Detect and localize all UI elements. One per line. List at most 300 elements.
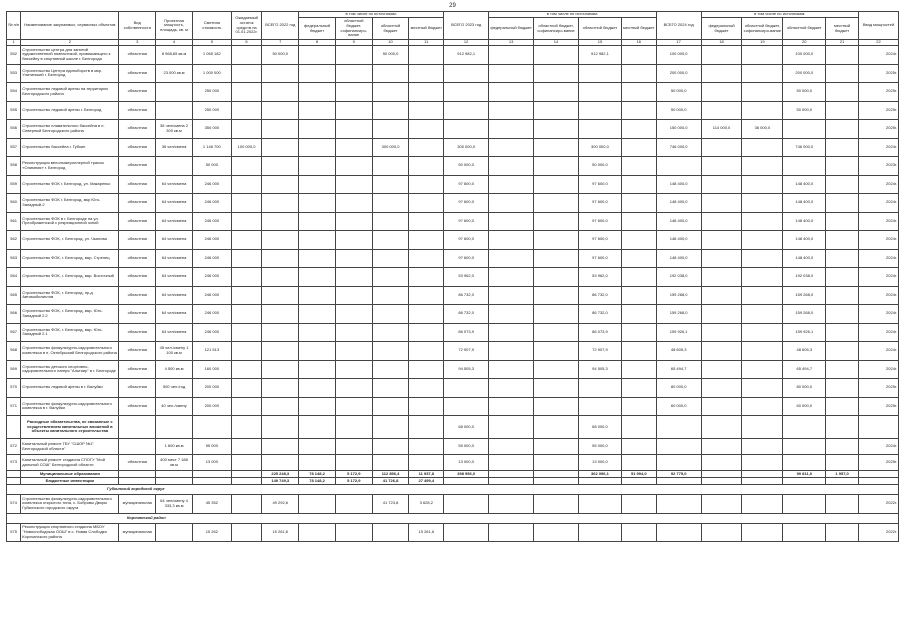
column-number: 19 [742, 40, 783, 46]
amount-t23: 97 600,0 [444, 212, 489, 231]
amount-rc23 [534, 286, 579, 305]
amount-l24 [826, 323, 859, 342]
amount-f24 [701, 323, 742, 342]
column-number: 5 [192, 40, 231, 46]
amount-rc22 [335, 286, 372, 305]
amount-rc24 [742, 323, 783, 342]
amount-l23 [621, 212, 656, 231]
amount-r23: 13 000,0 [579, 455, 622, 471]
column-number: 9 [335, 40, 372, 46]
amount-t22 [262, 360, 299, 379]
amount-rc23 [534, 120, 579, 139]
amount-rc24 [742, 231, 783, 250]
empty-cell [335, 439, 372, 455]
remaining-funds [231, 249, 262, 268]
mid-section-title: Расходные обязательства, не связанные с осуществлением капитальных вложений в объекты капитального строительства [21, 416, 119, 439]
municipal-total-2023: 398 956,0 [444, 471, 489, 478]
amount-l23 [621, 64, 656, 83]
remaining-funds [231, 157, 262, 176]
amount-t22: 50 000,0 [262, 46, 299, 65]
amount-r22 [372, 101, 409, 120]
empty-cell [372, 455, 409, 471]
object-name: Строительство ФОК, г. Белгород, мкр. Восточный [21, 268, 119, 287]
estimated-cost: 250 000 [192, 83, 231, 102]
header-regional-2022: областной бюджет [372, 18, 409, 40]
ownership: областная [119, 46, 156, 65]
amount-l23 [621, 249, 656, 268]
object-name: Реконструкция спортивного стадиона МБОУ "Новослободская ООШ" в с. Новая Слободка Корочанского района [21, 523, 119, 542]
table-row [7, 120, 899, 139]
amount-r23: 86 073,9 [579, 323, 622, 342]
table-row [7, 305, 899, 324]
budget-regional-2022: 41 726,8 [372, 478, 409, 485]
header-regional-2023: областной бюджет [579, 18, 622, 40]
amount-r24: 200 000,0 [783, 64, 826, 83]
amount-rc23 [534, 175, 579, 194]
amount-t23: 50 000,0 [444, 157, 489, 176]
amount-l22 [409, 83, 444, 102]
amount-rc23 [534, 397, 579, 416]
amount-r24: 65 494,7 [783, 360, 826, 379]
column-number: 1 [7, 40, 21, 46]
column-number: 8 [299, 40, 336, 46]
empty-cell [231, 523, 262, 542]
amount-rc22 [335, 268, 372, 287]
capacity [156, 83, 193, 102]
amount-r23: 55 000,0 [579, 439, 622, 455]
header-federal-2022: федеральный бюджет [299, 18, 336, 40]
amount-r23: 97 600,0 [579, 249, 622, 268]
amount-r23: 97 600,0 [579, 231, 622, 250]
amount-r23: 50 000,0 [579, 157, 622, 176]
row-number: 575 [7, 523, 21, 542]
header-commission: Ввод мощностей [858, 12, 898, 40]
column-number: 21 [826, 40, 859, 46]
remaining-funds [231, 439, 262, 455]
amount-l24 [826, 194, 859, 213]
header-total-2023: ВСЕГО 2023 год [444, 12, 489, 40]
budget-totals-row [7, 478, 899, 485]
municipal-totals-row [7, 471, 899, 478]
commission-year: 2025г. [858, 455, 898, 471]
ownership: муниципальная [119, 495, 156, 514]
row-number: 566 [7, 305, 21, 324]
amount-t22 [262, 175, 299, 194]
amount-rc24 [742, 212, 783, 231]
empty-cell [444, 495, 489, 514]
ownership: областная [119, 194, 156, 213]
row-number: 565 [7, 286, 21, 305]
municipal-federal-2022: 78 148,2 [299, 471, 336, 478]
amount-r23: 86 732,0 [579, 305, 622, 324]
capacity [156, 157, 193, 176]
empty-cell [231, 495, 262, 514]
amount-l22 [409, 323, 444, 342]
budget-label: Бюджетные инвестиции [21, 478, 119, 485]
amount-t24: 159 268,0 [656, 286, 701, 305]
empty-cell [335, 455, 372, 471]
amount-t24: 80 000,0 [656, 379, 701, 398]
empty-cell [656, 439, 701, 455]
row-number: 554 [7, 83, 21, 102]
column-number: 10 [372, 40, 409, 46]
amount-l24 [826, 46, 859, 65]
amount-t24: 65 494,7 [656, 360, 701, 379]
amount-t22 [262, 305, 299, 324]
row-number: 571 [7, 397, 21, 416]
amount-t22 [262, 455, 299, 471]
amount-rc22 [335, 397, 372, 416]
amount-l23 [621, 268, 656, 287]
amount-l22: 3 628,2 [409, 495, 444, 514]
amount-r24: 148 400,0 [783, 212, 826, 231]
table-row [7, 495, 899, 514]
municipal-local-2024: 1 957,0 [826, 471, 859, 478]
amount-f23 [489, 360, 534, 379]
capacity: 8 968,65 кв.м [156, 46, 193, 65]
ownership: областная [119, 305, 156, 324]
municipal-total-2022: 225 248,3 [262, 471, 299, 478]
estimated-cost: 350 000 [192, 120, 231, 139]
amount-f23 [489, 157, 534, 176]
amount-r23 [579, 120, 622, 139]
empty-cell [621, 455, 656, 471]
empty-cell [742, 523, 783, 542]
amount-f22 [299, 46, 336, 65]
commission-year: 2024г. [858, 194, 898, 213]
amount-f23 [489, 175, 534, 194]
amount-t22: 15 261,6 [262, 523, 299, 542]
row-number: 573 [7, 455, 21, 471]
amount-rc23 [534, 194, 579, 213]
empty-cell [701, 523, 742, 542]
header-federal-2024: федеральный бюджет [701, 18, 742, 40]
empty-cell [534, 455, 579, 471]
amount-l23 [621, 46, 656, 65]
remaining-funds [231, 46, 262, 65]
ownership [119, 439, 156, 455]
row-number: 561 [7, 212, 21, 231]
empty-cell [489, 495, 534, 514]
empty-cell [826, 455, 859, 471]
commission-year: 2025г. [858, 64, 898, 83]
estimated-cost: 246 000 [192, 175, 231, 194]
table-row [7, 360, 899, 379]
municipal-local-2022: 11 937,8 [409, 471, 444, 478]
object-name: Строительство физкультурно-оздоровительного комплекса в г. Валуйки [21, 397, 119, 416]
row-number: 572 [7, 439, 21, 455]
amount-f22 [299, 305, 336, 324]
empty-cell [579, 495, 622, 514]
amount-r24: 50 000,0 [783, 101, 826, 120]
column-number: 12 [444, 40, 489, 46]
table-row [7, 268, 899, 287]
capacity: 1 600 кв.м [156, 439, 193, 455]
amount-f24 [701, 305, 742, 324]
remaining-funds [231, 379, 262, 398]
amount-t23 [444, 83, 489, 102]
ownership: областная [119, 379, 156, 398]
estimated-cost: 45 352 [192, 495, 231, 514]
amount-rc23 [534, 64, 579, 83]
amount-t24: 200 000,0 [656, 64, 701, 83]
object-name: Строительство ФОК в г. Белгороде на ул. Преображенской с рекреационной зоной [21, 212, 119, 231]
amount-l22 [409, 305, 444, 324]
amount-r22 [372, 342, 409, 361]
table-row [7, 194, 899, 213]
header-local-2022: местный бюджет [409, 18, 444, 40]
amount-rc24 [742, 397, 783, 416]
header-regional-co-2023: областной бюджет, софинансиро-вание [534, 18, 579, 40]
amount-rc23 [534, 231, 579, 250]
ownership: областная [119, 101, 156, 120]
amount-t23: 13 000,0 [444, 455, 489, 471]
empty-cell [534, 495, 579, 514]
capacity: 64 чел/смена [156, 305, 193, 324]
header-ownership: Вид собственности [119, 12, 156, 40]
amount-l23 [621, 101, 656, 120]
amount-l24 [826, 231, 859, 250]
amount-l23 [621, 120, 656, 139]
amount-l24 [826, 64, 859, 83]
ownership: муниципальная [119, 523, 156, 542]
table-row [7, 46, 899, 65]
amount-f24 [701, 194, 742, 213]
object-name: Строительство Центра единоборств в мкр. Улитинский г. Белгород [21, 64, 119, 83]
amount-t22 [262, 286, 299, 305]
amount-r24: 48 605,3 [783, 342, 826, 361]
amount-rc22 [335, 305, 372, 324]
amount-t23: 97 600,0 [444, 231, 489, 250]
capacity: 64 чел/смена [156, 286, 193, 305]
column-number: 16 [621, 40, 656, 46]
remaining-funds [231, 101, 262, 120]
amount-l24 [826, 157, 859, 176]
object-name: Строительство ФОК, г. Белгород, мкр. Юго-Западный 2.1 [21, 323, 119, 342]
ownership: областная [119, 342, 156, 361]
remaining-funds [231, 286, 262, 305]
header-no: № п/п [7, 12, 21, 40]
table-row [7, 323, 899, 342]
amount-r22 [372, 379, 409, 398]
row-number: 559 [7, 175, 21, 194]
table-row [7, 286, 899, 305]
amount-l23 [621, 231, 656, 250]
empty-cell [621, 495, 656, 514]
amount-r24: 159 268,0 [783, 286, 826, 305]
amount-f22 [299, 64, 336, 83]
amount-t22 [262, 101, 299, 120]
amount-rc22 [335, 360, 372, 379]
amount-t23: 86 073,9 [444, 323, 489, 342]
amount-t23: 86 732,0 [444, 286, 489, 305]
table-row [7, 249, 899, 268]
ownership: областная [119, 231, 156, 250]
budget-local-2022: 27 499,4 [409, 478, 444, 485]
amount-t23: 97 600,0 [444, 175, 489, 194]
amount-l22: 15 261,6 [409, 523, 444, 542]
amount-l24 [826, 397, 859, 416]
row-number: 553 [7, 64, 21, 83]
amount-rc22 [335, 64, 372, 83]
empty-cell [742, 495, 783, 514]
amount-l23 [621, 360, 656, 379]
header-regional-co-2022: областной бюджет, софинансиро-вание [335, 18, 372, 40]
amount-t23 [444, 101, 489, 120]
capacity [156, 523, 193, 542]
amount-t24: 60 000,0 [656, 397, 701, 416]
amount-rc24 [742, 46, 783, 65]
commission-year: 2024г. [858, 268, 898, 287]
remaining-funds [231, 342, 262, 361]
amount-t24: 192 038,0 [656, 268, 701, 287]
amount-rc24 [742, 101, 783, 120]
amount-l23 [621, 83, 656, 102]
commission-year: 2024г. [858, 342, 898, 361]
estimated-cost: 246 000 [192, 231, 231, 250]
amount-f24: 114 000,0 [701, 120, 742, 139]
amount-t24 [656, 157, 701, 176]
amount-l22 [409, 342, 444, 361]
row-number: 563 [7, 249, 21, 268]
amount-r22: 41 723,8 [372, 495, 409, 514]
row-number: 570 [7, 379, 21, 398]
row-number: 558 [7, 157, 21, 176]
amount-f24 [701, 379, 742, 398]
amount-l24 [826, 120, 859, 139]
amount-rc24 [742, 64, 783, 83]
amount-r24: 148 400,0 [783, 175, 826, 194]
header-total-2024: ВСЕГО 2024 год [656, 12, 701, 40]
amount-l22 [409, 231, 444, 250]
row-number: 557 [7, 138, 21, 157]
ownership: областная [119, 83, 156, 102]
amount-r24: 80 000,0 [783, 379, 826, 398]
amount-t22 [262, 157, 299, 176]
page-number: 29 [449, 3, 456, 9]
municipal-label: Муниципальные образования [21, 471, 119, 478]
empty-cell [783, 455, 826, 471]
amount-rc23 [534, 305, 579, 324]
amount-r23 [579, 83, 622, 102]
remaining-funds [231, 231, 262, 250]
remaining-funds [231, 83, 262, 102]
object-name: Строительство физкультурно-оздоровительного комплекса в п. Октябрьский Белгородского района [21, 342, 119, 361]
object-name: Строительство центра для занятий художественной гимнастикой, примыкающего к бассейну в спортивной школе г. Белгорода [21, 46, 119, 65]
korocha-section-label: Корочанский район [7, 513, 899, 523]
column-number: 18 [701, 40, 742, 46]
row-number: 560 [7, 194, 21, 213]
amount-l22 [409, 249, 444, 268]
table-row [7, 138, 899, 157]
amount-r23: 97 600,0 [579, 194, 622, 213]
ownership: областная [119, 323, 156, 342]
object-name: Строительство ФОК г. Белгород, ул. Макаренко [21, 175, 119, 194]
capacity: 40 чел./смену [156, 397, 193, 416]
object-name: Строительство бассейна г. Губкин [21, 138, 119, 157]
header-sources-2024: в том числе по источникам: [701, 12, 858, 18]
empty-cell [372, 439, 409, 455]
estimated-cost: 1 065 182 [192, 46, 231, 65]
amount-rc22 [335, 175, 372, 194]
capacity: 23 000 кв.м [156, 64, 193, 83]
amount-l22 [409, 157, 444, 176]
remaining-funds: 100 000,0 [231, 138, 262, 157]
amount-r22 [372, 286, 409, 305]
header-name: Наименование закупаемых, сервисных объектов [21, 12, 119, 40]
amount-f22 [299, 138, 336, 157]
capacity: 64 чел/смена [156, 268, 193, 287]
amount-t22 [262, 120, 299, 139]
commission-year: 2024г. [858, 286, 898, 305]
amount-l22 [409, 138, 444, 157]
amount-rc22 [335, 157, 372, 176]
amount-f24 [701, 138, 742, 157]
remaining-funds [231, 120, 262, 139]
amount-rc22 [335, 83, 372, 102]
estimated-cost: 246 000 [192, 323, 231, 342]
amount-r24: 50 000,0 [783, 83, 826, 102]
mid-section-regional-2023: 68 000,0 [579, 416, 622, 439]
amount-f24 [701, 157, 742, 176]
empty-cell [656, 495, 701, 514]
municipal-local-2023: 51 994,0 [621, 471, 656, 478]
amount-rc22 [335, 231, 372, 250]
header-capacity: Проектная мощность, площадь, кв. м [156, 12, 193, 40]
amount-l24 [826, 138, 859, 157]
amount-t24: 148 400,0 [656, 175, 701, 194]
empty-cell [335, 523, 372, 542]
amount-l24 [826, 249, 859, 268]
amount-l23 [621, 305, 656, 324]
amount-r23 [579, 397, 622, 416]
amount-rc22 [335, 101, 372, 120]
gubkin-section-label: Губкинский городской округ [7, 485, 899, 495]
amount-l23 [621, 194, 656, 213]
capacity: 45 чел./смену 1 100 кв.м [156, 342, 193, 361]
header-regional-co-2024: областной бюджет, софинансиро-вание [742, 18, 783, 40]
amount-f24 [701, 46, 742, 65]
table-row [7, 64, 899, 83]
row-number: 556 [7, 120, 21, 139]
amount-t24: 150 000,0 [656, 120, 701, 139]
amount-r22 [372, 397, 409, 416]
ownership: областная [119, 120, 156, 139]
budget-total-2022: 149 749,3 [262, 478, 299, 485]
amount-f22 [299, 120, 336, 139]
amount-f22 [299, 101, 336, 120]
amount-f24 [701, 268, 742, 287]
column-number: 17 [656, 40, 701, 46]
amount-t23: 300 000,0 [444, 138, 489, 157]
estimated-cost: 250 000 [192, 101, 231, 120]
amount-rc24 [742, 342, 783, 361]
amount-f22 [299, 249, 336, 268]
amount-f23 [489, 342, 534, 361]
capacity: 400 мест 7 188 кв.м [156, 455, 193, 471]
ownership: областная [119, 212, 156, 231]
empty-cell [534, 439, 579, 455]
amount-rc22 [335, 379, 372, 398]
empty-cell [299, 439, 336, 455]
column-number: 7 [262, 40, 299, 46]
amount-f24 [701, 101, 742, 120]
amount-t23: 53 962,0 [444, 268, 489, 287]
amount-t22 [262, 64, 299, 83]
empty-cell [579, 523, 622, 542]
amount-t23 [444, 120, 489, 139]
amount-rc22 [335, 46, 372, 65]
